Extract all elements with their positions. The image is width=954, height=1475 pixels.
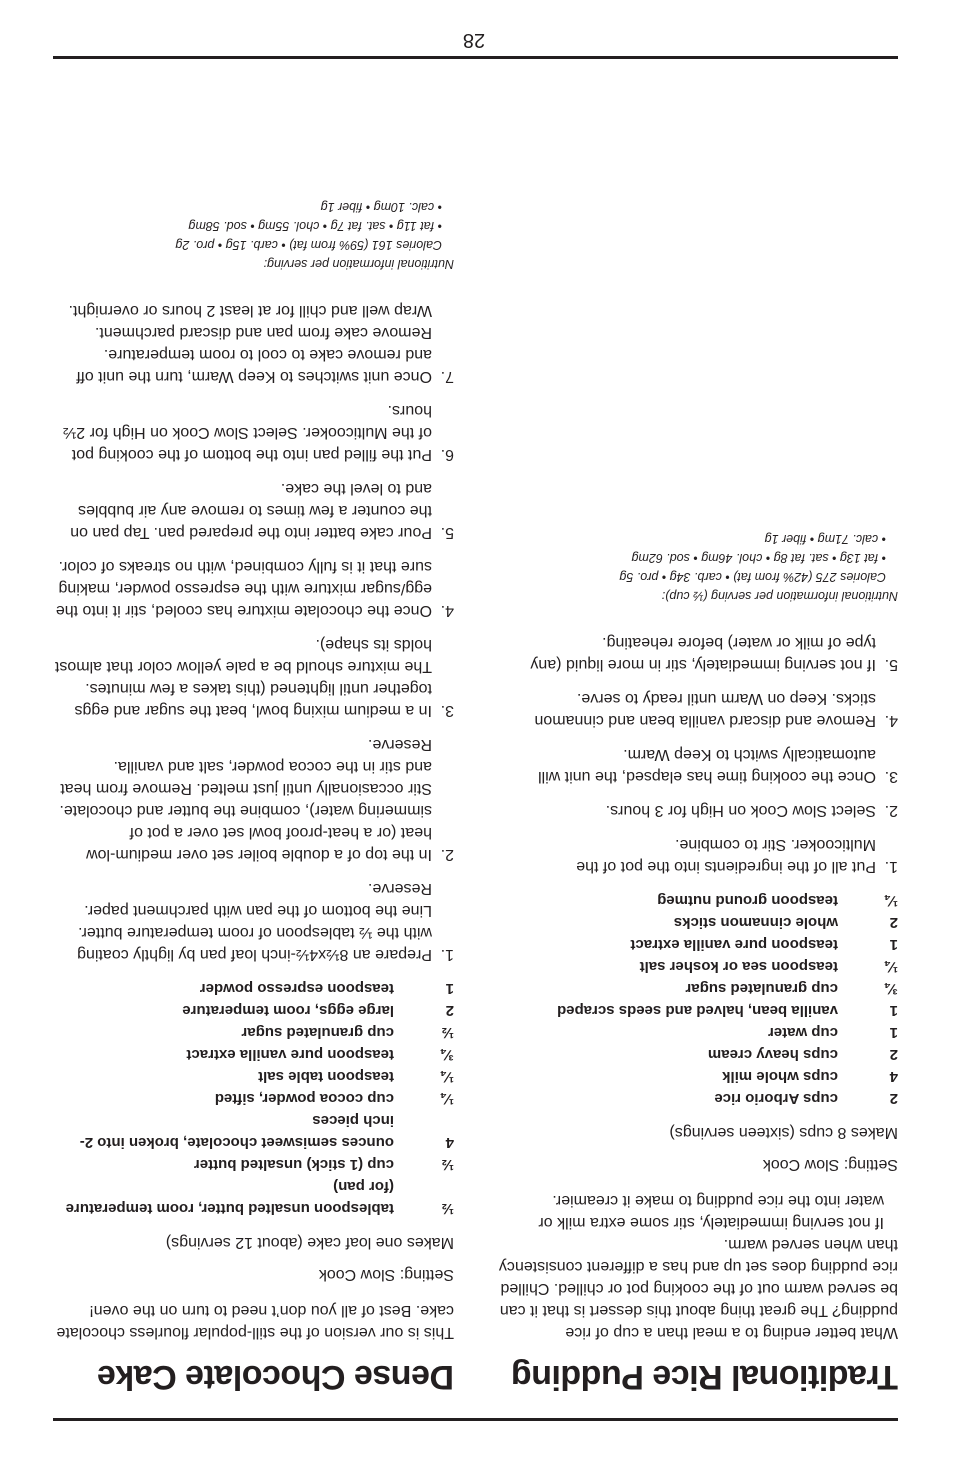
step-text: Prepare an 8½x4½-inch loaf pan by lightly coating with the ½ tablespoon of room temperature butter. Line the bottom of the pan with parchment paper. Reserve. <box>77 880 432 963</box>
ingredient-text: cup water <box>767 1024 838 1041</box>
ingredient-qty: ¾ <box>441 1046 454 1063</box>
ingredient-row <box>54 1109 454 1153</box>
step-list <box>498 631 898 877</box>
ingredient-row <box>498 999 898 1021</box>
step-item <box>54 477 454 543</box>
ingredient-qty: 2 <box>889 1090 898 1107</box>
ingredient-text: teaspoon pure vanilla extract <box>186 1046 394 1063</box>
ingredient-qty: ¼ <box>885 958 898 975</box>
step-text: Once the cooking time has elapsed, the unit will automatically switch to Keep Warm. <box>538 746 876 785</box>
step-number: 7. <box>440 368 454 385</box>
ingredient-row <box>54 1175 454 1219</box>
ingredient-qty: ¼ <box>885 892 898 909</box>
ingredient-row <box>54 1065 454 1087</box>
ingredient-row <box>498 1021 898 1043</box>
step-number: 2. <box>884 802 898 819</box>
recipe-yield: Makes one loaf cake (about 12 servings) <box>165 1234 454 1251</box>
recipe-intro-note: If not serving immediately, stir some extra milk or water into the rice pudding to make it creamier. <box>538 1192 884 1231</box>
step-text: If not serving immediately, stir in more liquid (any type of milk or water) before reheating. <box>530 634 876 673</box>
step-text: Put the filled pan into the bottom of the cooking pot of the Multicooker. Select Slow Cook on High for 2½ hours. <box>62 402 432 463</box>
ingredient-list <box>498 889 898 1109</box>
step-list <box>54 299 454 965</box>
step-item <box>498 687 898 731</box>
ingredient-qty: 1 <box>889 1024 898 1041</box>
ingredient-qty: ¾ <box>885 980 898 997</box>
nutrition-line: • calc. 10mg • fiber 1g <box>320 200 442 214</box>
nutrition-label: Nutritional information per serving: <box>263 257 454 271</box>
step-number: 5. <box>884 656 898 673</box>
ingredient-text: tablespoon unsalted butter, room temperature (for pan) <box>65 1178 394 1217</box>
ingredient-text: teaspoon sea or kosher salt <box>639 958 838 975</box>
ingredient-row <box>54 1153 454 1175</box>
step-item <box>54 733 454 865</box>
nutrition-line: Calories 275 (42% from fat) • carb. 34g • pro. 5g <box>619 570 886 584</box>
step-item <box>498 799 898 821</box>
step-number: 1. <box>884 858 898 875</box>
step-number: 5. <box>440 524 454 541</box>
ingredient-text: teaspoon ground nutmeg <box>657 892 838 909</box>
step-item <box>54 555 454 621</box>
step-number: 1. <box>440 946 454 963</box>
ingredient-row <box>498 977 898 999</box>
step-item <box>498 631 898 675</box>
step-text: Once unit switches to Keep Warm, turn the unit off and remove cake to cool to room temperature. Remove cake from pan and discard parchment. Wrap well and chill for at least 2 hours or overnight. <box>68 302 432 385</box>
step-text: Pour cake batter into the prepared pan. Tap pan on the counter a few times to remove any air bubbles and to level the cake. <box>70 480 432 541</box>
ingredient-qty: 4 <box>889 1068 898 1085</box>
step-item <box>54 399 454 465</box>
ingredient-row <box>498 933 898 955</box>
recipe-intro: This is our version of the still-popular flourless chocolate cake. Best of all you don’t need to turn on the oven! <box>56 1302 454 1341</box>
ingredient-text: cup cocoa powder, sifted <box>214 1090 394 1107</box>
step-item <box>54 877 454 965</box>
bottom-rule <box>53 56 898 59</box>
ingredient-row <box>498 889 898 911</box>
ingredient-qty: 2 <box>889 1046 898 1063</box>
step-item <box>498 743 898 787</box>
ingredient-text: cup granulated sugar <box>241 1024 394 1041</box>
recipe-rice-pudding <box>498 529 898 1397</box>
ingredient-text: teaspoon espresso powder <box>199 980 394 997</box>
step-text: Put all of the ingredients into the pot of the Multicooker. Stir to combine. <box>576 836 876 875</box>
nutrition-info <box>498 529 898 605</box>
ingredient-qty: ½ <box>441 1024 454 1041</box>
ingredient-text: cup granulated sugar <box>685 980 838 997</box>
ingredient-row <box>498 911 898 933</box>
step-text: Once the chocolate mixture has cooled, stir it into the egg/sugar mixture with the espresso powder, making sure that it is fully combined, with no streaks of color. <box>55 558 432 619</box>
step-text: Remove and discard vanilla bean and cinnamon sticks. Keep on Warm until ready to serve. <box>534 690 876 729</box>
ingredient-qty: 2 <box>445 1002 454 1019</box>
ingredient-text: large eggs, room temperature <box>182 1002 394 1019</box>
step-number: 4. <box>884 712 898 729</box>
ingredient-row <box>54 1043 454 1065</box>
step-text: Select Slow Cook on High for 3 hours. <box>605 802 876 819</box>
ingredient-row <box>498 1087 898 1109</box>
ingredient-text: ounces semisweet chocolate, broken into 2-inch pieces <box>79 1112 394 1151</box>
ingredient-row <box>54 977 454 999</box>
ingredient-row <box>498 955 898 977</box>
ingredient-row <box>54 1087 454 1109</box>
recipe-setting: Setting: Slow Cook <box>318 1266 454 1283</box>
top-rule <box>53 1418 898 1421</box>
ingredient-text: teaspoon table salt <box>258 1068 394 1085</box>
step-number: 2. <box>440 846 454 863</box>
recipe-setting: Setting: Slow Cook <box>762 1156 898 1173</box>
ingredient-qty: ½ <box>441 1200 454 1217</box>
ingredient-row <box>54 999 454 1021</box>
ingredient-list <box>54 977 454 1219</box>
ingredient-row <box>498 1043 898 1065</box>
ingredient-text: vanilla bean, halved and seeds scraped <box>557 1002 838 1019</box>
nutrition-line: • fat 13g • sat. fat 8g • chol. 46mg • sod. 62mg <box>631 551 886 565</box>
ingredient-qty: ½ <box>441 1156 454 1173</box>
recipe-title: Traditional Rice Pudding <box>511 1358 898 1396</box>
ingredient-qty: 2 <box>889 914 898 931</box>
step-item <box>54 299 454 387</box>
nutrition-info <box>54 197 454 273</box>
ingredient-row <box>498 1065 898 1087</box>
ingredient-qty: 1 <box>445 980 454 997</box>
nutrition-line: Calories 161 (59% from fat) • carb. 15g • pro. 2g <box>175 238 442 252</box>
ingredient-qty: ¼ <box>441 1068 454 1085</box>
ingredient-qty: ¼ <box>441 1090 454 1107</box>
ingredient-text: cups heavy cream <box>707 1046 838 1063</box>
ingredient-qty: 4 <box>445 1134 454 1151</box>
step-number: 3. <box>440 702 454 719</box>
page-number: 28 <box>462 29 486 51</box>
nutrition-label: Nutritional information per serving (½ cup): <box>661 589 898 603</box>
recipe-title: Dense Chocolate Cake <box>97 1358 454 1396</box>
ingredient-qty: 1 <box>889 936 898 953</box>
recipe-yield: Makes 8 cups (sixteen servings) <box>669 1124 898 1141</box>
step-item <box>498 833 898 877</box>
step-number: 4. <box>440 602 454 619</box>
ingredient-text: cups whole milk <box>722 1068 838 1085</box>
ingredient-text: whole cinnamon sticks <box>673 914 838 931</box>
step-number: 6. <box>440 446 454 463</box>
step-text: In the top of a double boiler set over medium-low heat (or a heat-proof bowl set over a pot of simmering water), combine the butter and chocolate. Stir occasionally until just melted. Remove from heat and stir in the cocoa powder, salt and vanilla. Reserve. <box>59 736 432 863</box>
step-text: In a medium mixing bowl, beat the sugar and eggs together until lightened (this takes a few minutes. The mixture should be a pale yellow color that almost holds its shape). <box>54 636 432 719</box>
ingredient-text: cups Arborio rice <box>714 1090 838 1107</box>
ingredient-qty: 1 <box>889 1002 898 1019</box>
step-item <box>54 633 454 721</box>
ingredient-text: teaspoon pure vanilla extract <box>630 936 838 953</box>
ingredient-row <box>54 1021 454 1043</box>
step-number: 3. <box>884 768 898 785</box>
recipe-intro: What better ending to a meal than a cup of rice pudding? The great thing about this dessert is that it can be served warm out of the cooking pot or chilled. Chilled rice pudding does set up and has a different consistency than when served warm. <box>498 1236 898 1341</box>
ingredient-text: cup (1 stick) unsalted butter <box>193 1156 394 1173</box>
recipe-chocolate-cake <box>54 197 454 1397</box>
nutrition-line: • fat 11g • sat. fat 7g • chol. 55mg • sod. 58mg <box>188 219 442 233</box>
nutrition-line: • calc. 71mg • fiber 1g <box>764 532 886 546</box>
